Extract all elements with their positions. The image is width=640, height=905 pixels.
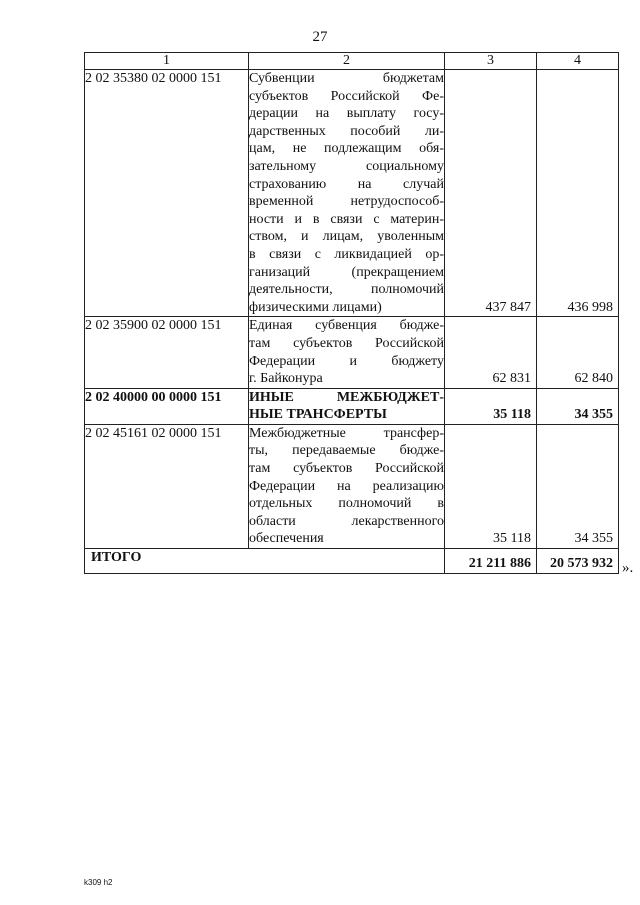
value-col4 — [537, 317, 619, 388]
budget-table — [84, 52, 619, 574]
table-row — [85, 70, 619, 317]
value-col3-text: 35 118 — [493, 531, 531, 547]
description-line: ИНЫЕ МЕЖБЮДЖЕТ- — [249, 389, 444, 405]
value-col4-text: 436 998 — [567, 299, 613, 315]
description — [249, 70, 445, 317]
value-col4-text: 34 355 — [574, 531, 613, 547]
description — [249, 424, 445, 548]
value-col3 — [445, 70, 537, 317]
description-line: ты, передаваемые бюдже- — [249, 443, 444, 459]
description-line: области лекарственного — [249, 513, 444, 529]
col-header-2: 2 — [249, 53, 445, 70]
header-row — [85, 53, 619, 70]
description-line: Федерации на реализацию — [249, 478, 444, 494]
description — [249, 317, 445, 388]
value-col4 — [537, 70, 619, 317]
total-col3 — [445, 549, 537, 574]
col-header-1: 1 — [85, 53, 249, 70]
budget-code: 2 02 45161 02 0000 151 — [85, 424, 249, 548]
page-number: 27 — [312, 29, 328, 45]
value-col4 — [537, 424, 619, 548]
closing-quote-mark: ». — [622, 560, 634, 576]
budget-code: 2 02 40000 00 0000 151 — [85, 388, 249, 424]
description-line: в связи с ликвидацией ор- — [249, 246, 444, 262]
table-row-section — [85, 388, 619, 424]
description-line: ности и в связи с материн- — [249, 211, 444, 227]
description-line: г. Байконура — [249, 371, 323, 387]
table-row — [85, 424, 619, 548]
value-col4-text: 34 355 — [574, 407, 613, 423]
description-line: НЫЕ ТРАНСФЕРТЫ — [249, 407, 387, 423]
col-header-4: 4 — [537, 53, 619, 70]
value-col3-text: 35 118 — [493, 407, 531, 423]
value-col4 — [537, 388, 619, 424]
description-line: Межбюджетные трансфер- — [249, 425, 444, 441]
footer-code: k309 h2 — [84, 878, 113, 887]
value-col3-text: 437 847 — [485, 299, 531, 315]
description — [249, 388, 445, 424]
description-line: Федерации и бюджету — [249, 353, 444, 369]
description-line: ганизаций (прекращением — [249, 264, 444, 280]
table-row — [85, 317, 619, 388]
description-line: временной нетрудоспособ- — [249, 194, 444, 210]
description-line: отдельных полномочий в — [249, 496, 444, 512]
description-line: там субъектов Российской — [249, 461, 444, 477]
description-line: Единая субвенция бюдже- — [249, 318, 444, 334]
description-line: дерации на выплату госу- — [249, 106, 444, 122]
description-line: цам, не подлежащим обя- — [249, 141, 444, 157]
total-row — [85, 549, 619, 574]
value-col3-text: 62 831 — [492, 371, 531, 387]
description-line: деятельности, полномочий — [249, 282, 444, 298]
description-line: Субвенции бюджетам — [249, 71, 444, 86]
col-header-3: 3 — [445, 53, 537, 70]
total-label: ИТОГО — [85, 549, 445, 574]
description-line: дарственных пособий ли- — [249, 123, 444, 139]
total-col4-text: 20 573 932 — [550, 556, 613, 572]
value-col3 — [445, 388, 537, 424]
description-line: там субъектов Российской — [249, 335, 444, 351]
description-line: субъектов Российской Фе- — [249, 88, 444, 104]
value-col3 — [445, 424, 537, 548]
value-col4-text: 62 840 — [574, 371, 613, 387]
total-col3-text: 21 211 886 — [468, 556, 531, 572]
description-line: страхованию на случай — [249, 176, 444, 192]
description-line: зательному социальному — [249, 158, 444, 174]
value-col3 — [445, 317, 537, 388]
description-line: обеспечения — [249, 531, 324, 547]
budget-code: 2 02 35900 02 0000 151 — [85, 317, 249, 388]
total-col4 — [537, 549, 619, 574]
description-line: физическими лицами) — [249, 299, 382, 315]
budget-code: 2 02 35380 02 0000 151 — [85, 70, 249, 317]
description-line: ством, и лицам, уволенным — [249, 229, 444, 245]
